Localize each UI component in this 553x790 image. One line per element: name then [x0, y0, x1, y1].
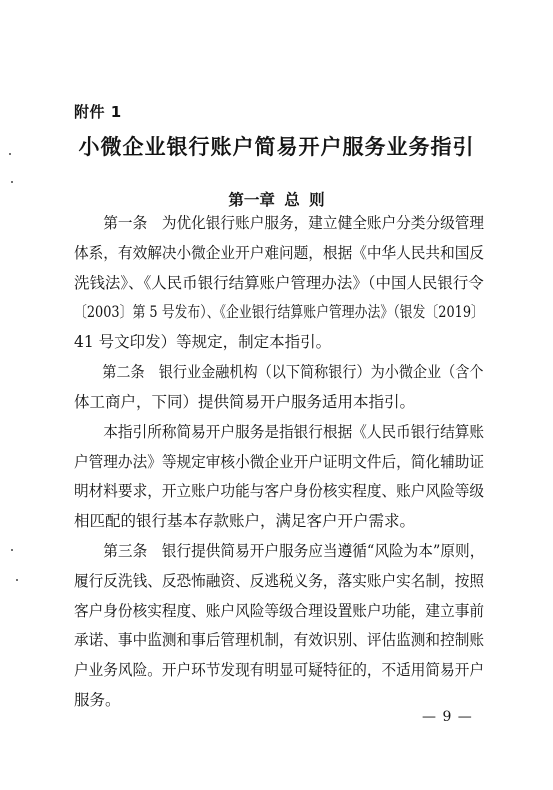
text-line: 第三条 银行提供简易开户服务应当遵循“风险为本”原则， — [74, 542, 485, 560]
scan-mark — [11, 181, 13, 183]
chapter-heading: 第一章 总 则 — [228, 191, 325, 209]
scan-mark — [9, 153, 11, 155]
text-line: 第二条 银行业金融机构（以下简称银行）为小微企业（含个 — [74, 363, 484, 381]
text-line: 客户身份核实程度、账户风险等级合理设置账户功能，建立事前 — [74, 602, 485, 620]
page-number: — 9 — — [422, 709, 473, 725]
text-line: 履行反洗钱、反恐怖融资、反逃税义务，落实账户实名制，按照 — [74, 572, 485, 590]
text-line: 户管理办法》等规定审核小微企业开户证明文件后，简化辅助证 — [74, 453, 485, 471]
text-line: 体系，有效解决小微企业开户难问题，根据《中华人民共和国反 — [74, 244, 485, 262]
text-line: 〔2003〕第 5 号发布）、《企业银行结算账户管理办法》（银发〔2019〕 — [74, 303, 484, 321]
text-line: 本指引所称简易开户服务是指银行根据《人民币银行结算账 — [74, 423, 485, 441]
text-line: 41 号文印发）等规定，制定本指引。 — [74, 333, 332, 351]
document-title: 小微企业银行账户简易开户服务业务指引 — [78, 134, 475, 159]
annex-label: 附件 1 — [74, 103, 122, 121]
text-line: 承诺、事中监测和事后管理机制，有效识别、评估监测和控制账 — [74, 631, 485, 649]
text-line: 服务。 — [74, 691, 121, 709]
text-line: 体工商户，下同）提供简易开户服务适用本指引。 — [74, 393, 416, 411]
text-line: 户业务风险。开户环节发现有明显可疑特征的，不适用简易开户 — [74, 661, 485, 679]
scan-mark — [16, 579, 18, 581]
scan-mark — [11, 549, 13, 551]
text-line: 洗钱法》、《人民币银行结算账户管理办法》（中国人民银行令 — [74, 274, 484, 292]
text-line: 明材料要求，开立账户功能与客户身份核实程度、账户风险等级 — [74, 482, 485, 500]
text-line: 相匹配的银行基本存款账户，满足客户开户需求。 — [74, 512, 416, 530]
text-line: 第一条 为优化银行账户服务，建立健全账户分类分级管理 — [74, 214, 485, 232]
